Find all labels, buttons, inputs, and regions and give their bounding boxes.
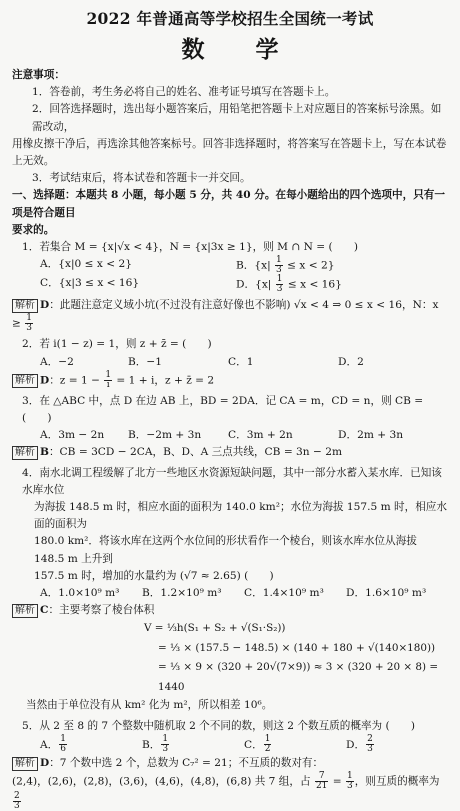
frac-num: 1	[105, 369, 112, 380]
frac-den: 3	[276, 284, 283, 295]
q4-formula-2: = ⅓ × (157.5 − 148.5) × (140 + 180 + √(140×180))	[158, 641, 436, 654]
q2-answer: D	[40, 374, 50, 387]
q5-option-b	[142, 735, 244, 755]
q3-option-d: D．2m + 3n	[338, 429, 404, 442]
q4-answer: C	[40, 604, 49, 617]
q4-options	[12, 585, 448, 602]
fraction	[161, 735, 169, 754]
analysis-tag: 解析	[12, 757, 38, 771]
fraction	[264, 735, 272, 754]
q3-option-a: A．3m − 2n	[40, 429, 105, 442]
q1-option-c: C．{x|3 ≤ x < 16}	[40, 277, 140, 290]
frac-num: 7	[315, 772, 328, 782]
q4-formula-3: = ⅓ × 9 × (320 + 20√(7×9)) ≈ 3 × (320 + 20 × 8) = 1440	[158, 661, 439, 693]
frac-num: 1	[60, 734, 66, 745]
frac-num: 1	[347, 771, 353, 782]
q2-option-b: B．−1	[128, 355, 162, 368]
q4-option-c: C．1.4×10⁹ m³	[244, 587, 324, 600]
q1-options	[12, 256, 448, 294]
q2-option-d: D．2	[338, 355, 364, 368]
section-heading-line-2: 要求的。	[12, 223, 55, 236]
q5-analysis-text: ：7 个数中选 2 个，总数为 C₇² = 21；不互质的数对有：	[49, 756, 324, 769]
fraction	[346, 772, 354, 791]
q2-option-c: C．1	[228, 355, 254, 368]
q5-option-a	[40, 735, 142, 755]
q4-option-a: A．1.0×10⁹ m³	[40, 587, 120, 600]
frac-den: 6	[60, 744, 66, 755]
frac-den: 3	[14, 800, 20, 811]
q4-note: 当然由于单位没有从 km² 化为 m²，所以相差 10⁶。	[26, 699, 273, 712]
frac-num: 1	[264, 734, 271, 745]
fraction	[25, 314, 33, 333]
q2-stem: 2．若 i(1 − z) = 1，则 z + z̄ = ( )	[22, 338, 212, 351]
q5-pairs-text: (2,4)，(2,6)，(2,8)，(3,6)，(4,6)，(4,8)，(6,8) 共 7 组，占	[12, 775, 314, 788]
q1-option-a: A．{x|0 ≤ x < 2}	[40, 258, 132, 271]
q4-line-4: 157.5 m 时，增加的水量约为 (√7 ≈ 2.65) ( )	[34, 569, 274, 582]
q1-stem: 1．若集合 M = {x|√x < 4}，N = {x|3x ≥ 1}，则 M ∩ N = ( )	[22, 241, 358, 254]
frac-num: 2	[14, 790, 20, 801]
q3-option-b: B．−2m + 3n	[128, 429, 202, 442]
frac-den: 3	[26, 323, 32, 334]
frac-den: 3	[347, 781, 353, 792]
q5-pairs-mid: ，则互质的概率为	[354, 775, 440, 788]
q2-analysis	[12, 371, 448, 390]
q4-line-2: 为海拔 148.5 m 时，相应水面的面积为 140.0 km²；水位为海拔 157.5 m 时，相应水面的面积为	[34, 501, 447, 531]
fraction	[104, 371, 112, 390]
fraction	[315, 772, 328, 791]
analysis-tag: 解析	[12, 299, 38, 313]
q5-b-label: B．	[142, 738, 161, 751]
fraction	[59, 735, 67, 754]
q4-line-1: 4．南水北调工程缓解了北方一些地区水资源短缺问题，其中一部分水蓄入某水库．已知该水库水位	[22, 466, 442, 496]
q1-b-post: ≤ x < 2}	[283, 259, 335, 272]
q5-options	[12, 735, 448, 755]
q5-a-label: A．	[40, 738, 59, 751]
notice-item-3: 3．考试结束后，将本试卷和答题卡一并交回。	[32, 172, 251, 185]
fraction	[276, 275, 284, 294]
notice-item-2-line-2: 用橡皮擦干净后，再选涂其他答案标号。回答非选择题时，将答案写在答题卡上，写在本试卷上无效。	[12, 137, 447, 168]
q4-option-b: B．1.2×10⁹ m³	[142, 587, 222, 600]
q1-d-pre: D．{x|	[236, 278, 275, 291]
frac-den: 3	[276, 265, 282, 276]
analysis-tag: 解析	[12, 604, 38, 618]
q5-analysis	[12, 755, 448, 772]
q3-analysis	[12, 444, 448, 461]
frac-num: 2	[367, 734, 373, 745]
q1-analysis-text: ：此题注意定义域小坑(不过没有注意好像也不影响) √x < 4 ⇒ 0 ≤ x < 16，N：x ≥	[12, 299, 439, 330]
q4-line-3: 180.0 km²．将该水库在这两个水位间的形状看作一个棱台，则该水库水位从海拔 148.5 m 上升到	[34, 535, 417, 565]
fraction	[13, 792, 21, 811]
q2-options	[12, 354, 448, 371]
q2-analysis-pre: ：z = 1 −	[49, 374, 104, 387]
analysis-tag: 解析	[12, 374, 38, 388]
frac-num: 1	[276, 274, 283, 285]
fraction	[366, 735, 374, 754]
q5-answer: D	[40, 756, 50, 769]
notice-heading: 注意事项：	[12, 69, 65, 81]
q5-d-label: D．	[346, 738, 366, 751]
q4-formula-1: V = ⅓h(S₁ + S₂ + √(S₁·S₂))	[144, 622, 286, 635]
q5-pairs: (2,4)，(2,6)，(2,8)，(3,6)，(4,6)，(4,8)，(6,8) 共 7 组，占 $\frac{7}{21}$ = $\frac{1}{3}$ ，则互质的概率为 $\frac{2}{3}$	[12, 771, 440, 811]
frac-den: 21	[315, 781, 328, 792]
q1-option-d	[236, 275, 432, 294]
frac-num: 1	[26, 313, 32, 324]
frac-num: 1	[276, 255, 282, 266]
frac-num: 1	[162, 734, 169, 745]
q2-analysis-post: = 1 + i，z + z̄ = 2	[113, 374, 215, 387]
q4-analysis	[12, 602, 448, 619]
q3-option-c: C．3m + 2n	[228, 429, 293, 442]
q5-option-d	[346, 735, 448, 755]
q1-d-post: ≤ x < 16}	[284, 278, 342, 291]
q1-b-pre: B．{x|	[236, 259, 275, 272]
q4-option-d: D．1.6×10⁹ m³	[346, 587, 427, 600]
subject-title: 数 学	[181, 37, 293, 63]
q2-option-a: A．−2	[40, 355, 74, 368]
q1-option-b	[236, 256, 432, 275]
q3-analysis-text: ：CB = 3CD − 2CA，B、D、A 三点共线，CB = 3n − 2m	[48, 446, 343, 459]
frac-den: 3	[162, 744, 169, 755]
notice-item-2-line-1: 2．回答选择题时，选出每小题答案后，用铅笔把答题卡上对应题目的答案标号涂黑。如需改动，	[32, 103, 442, 133]
q4-analysis-text: ：主要考察了棱台体积	[48, 604, 155, 617]
fraction	[275, 256, 283, 275]
frac-den: 2	[264, 744, 271, 755]
q1-answer: D	[40, 299, 50, 312]
exam-title: 2022 年普通高等学校招生全国统一考试	[86, 9, 374, 28]
q5-c-label: C．	[244, 738, 263, 751]
q3-stem: 3．在 △ABC 中，点 D 在边 AB 上，BD = 2DA．记 CA = m，CD = n，则 CB = ( )	[22, 394, 424, 425]
q5-stem: 5．从 2 至 8 的 7 个整数中随机取 2 个不同的数，则这 2 个数互质的概率为 ( )	[22, 719, 415, 732]
q5-option-c	[244, 735, 346, 755]
frac-den: 3	[367, 744, 373, 755]
analysis-tag: 解析	[12, 446, 38, 460]
frac-den: i	[106, 379, 110, 390]
q3-answer: B	[40, 446, 49, 459]
notice-item-1: 1．答卷前，考生务必将自己的姓名、准考证号填写在答题卡上。	[32, 86, 336, 99]
q1-analysis	[12, 297, 448, 333]
section-heading-line-1: 一、选择题：本题共 8 小题，每小题 5 分，共 40 分。在每小题给出的四个选项中，只有一项是符合题目	[12, 189, 445, 219]
q3-options	[12, 427, 448, 444]
